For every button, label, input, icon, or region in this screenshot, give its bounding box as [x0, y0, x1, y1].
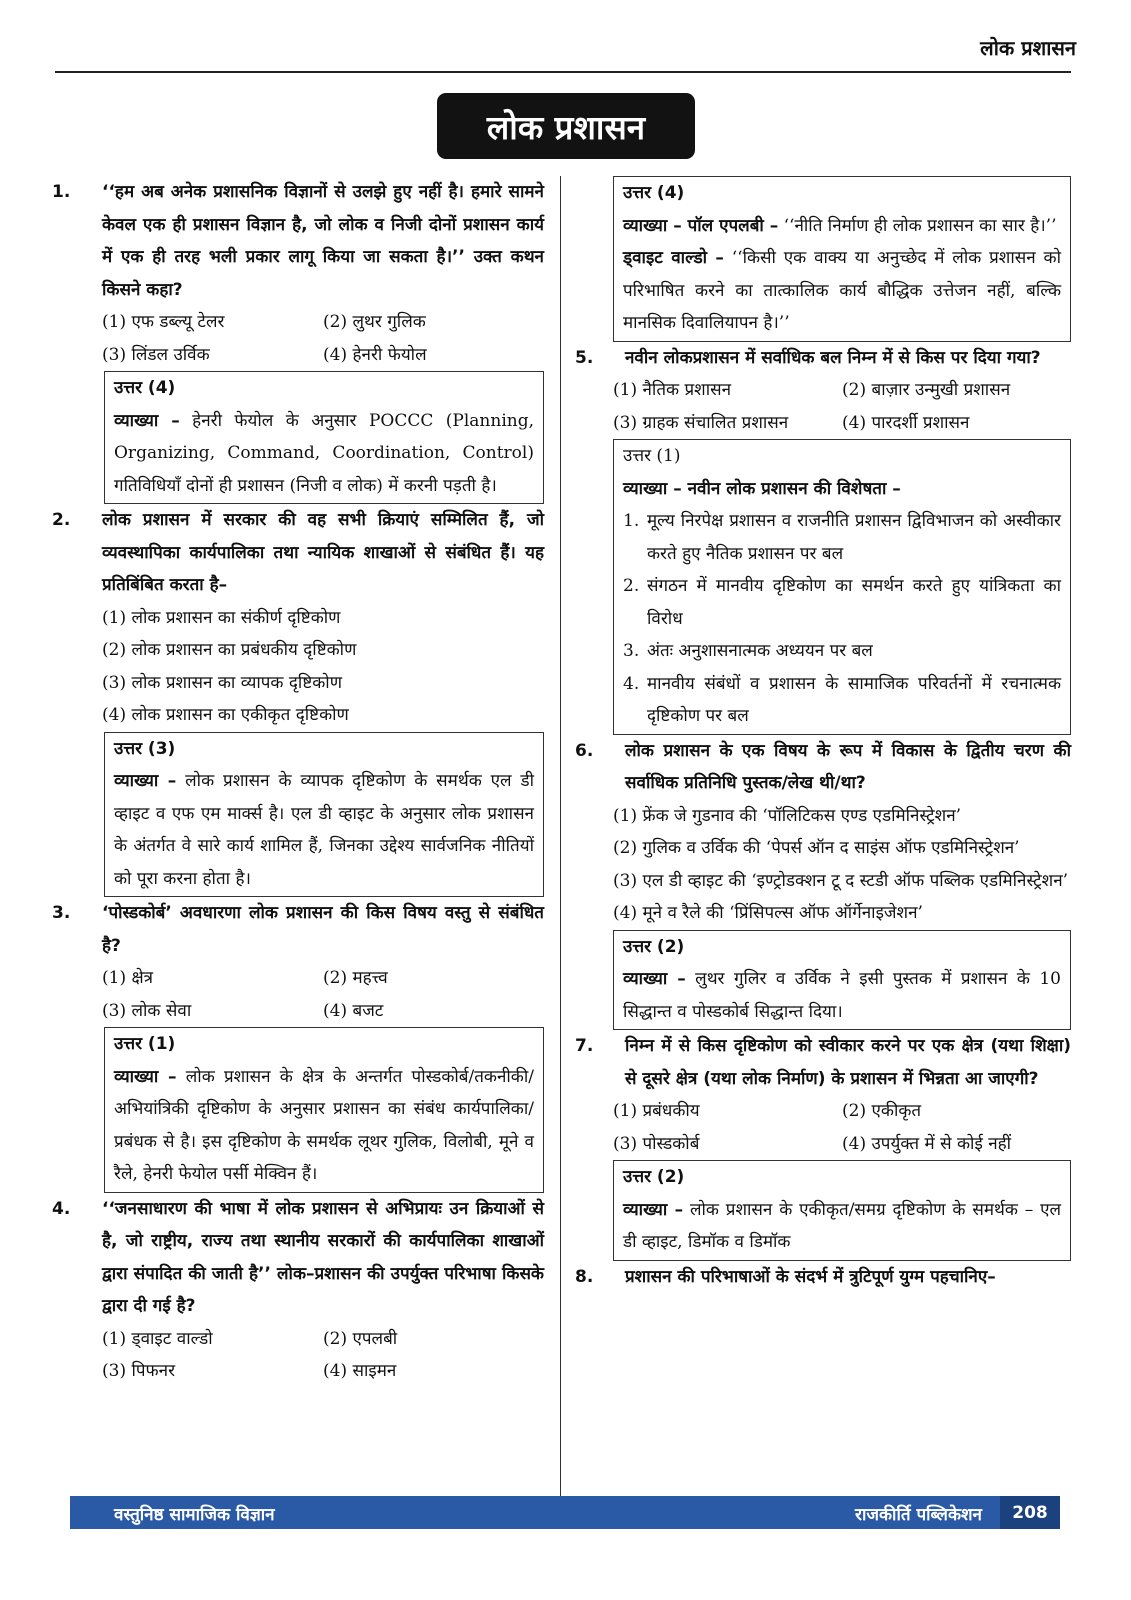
explanation-points [623, 505, 1061, 733]
explanation-label: व्याख्या – पॉल एपलबी – [623, 215, 779, 236]
option: (3) पोस्डकोर्ब [613, 1133, 700, 1154]
question-7 [575, 1030, 1071, 1261]
question-number: 6. [575, 740, 594, 761]
explanation-label: व्याख्या – नवीन लोक प्रशासन की विशेषता – [623, 478, 901, 499]
explanation-text: ‘‘नीति निर्माण ही लोक प्रशासन का सार है।’’ [783, 215, 1057, 236]
column-divider [560, 176, 561, 1521]
question-6 [575, 735, 1071, 1031]
question-text: नवीन लोकप्रशासन में सर्वाधिक बल निम्न में से किस पर दिया गया? [625, 347, 1041, 368]
option: (1) एफ डब्ल्यू टेलर [102, 312, 225, 332]
footer-book-title: वस्तुनिष्ठ सामाजिक विज्ञान [114, 1505, 275, 1525]
option: (3) ग्राहक संचालित प्रशासन [613, 412, 789, 433]
question-text: ‘‘जनसाधारण की भाषा में लोक प्रशासन से अभिप्रायः उन क्रियाओं से है, जो राष्ट्रीय, राज्य तथा स्थानीय सरकारों की कार्यपालिका शाखाओं द्वारा संपादित की जाती है’’ लोक–प्रशासन की उपर्युक्त परिभाषा किसके द्वारा दी गई है? [102, 1198, 544, 1316]
option: (2) महत्त्व [323, 968, 388, 988]
option: (2) लोक प्रशासन का प्रबंधकीय दृष्टिकोण [102, 640, 357, 660]
explanation-point: 4. मानवीय संबंधों व प्रशासन के सामाजिक परिवर्तनों में रचनात्मक दृष्टिकोण पर बल [623, 673, 1061, 726]
options [102, 1323, 544, 1388]
option: (1) ड्वाइट वाल्डो [102, 1328, 213, 1349]
header-rule [55, 71, 1071, 73]
option: (1) फ्रेंक जे गुडनाव की ‘पॉलिटिकस एण्ड एडमिनिस्ट्रेशन’ [613, 805, 962, 826]
question-number: 1. [52, 182, 71, 202]
option: (2) बाज़ार उन्मुखी प्रशासन [842, 380, 1011, 400]
explanation-point: 3. अंतः अनुशासनात्मक अध्ययन पर बल [623, 641, 873, 661]
left-column [52, 176, 544, 1388]
explanation-text: लोक प्रशासन के एकीकृत/समग्र दृष्टिकोण के समर्थक – एल डी व्हाइट, डिमॉक व डिमॉक [623, 1199, 1061, 1252]
running-header: लोक प्रशासन [980, 36, 1076, 60]
question-text: निम्न में से किस दृष्टिकोण को स्वीकार करने पर एक क्षेत्र (यथा शिक्षा) से दूसरे क्षेत्र (यथा लोक निर्माण) के प्रशासन में भिन्नता आ जाएगी? [625, 1036, 1071, 1089]
option: (1) नैतिक प्रशासन [613, 380, 732, 400]
question-text: प्रशासन की परिभाषाओं के संदर्भ में त्रुटिपूर्ण युग्म पहचानिए– [625, 1266, 996, 1287]
option: (4) साइमन [323, 1361, 397, 1381]
explanation-label: व्याख्या – [114, 1066, 177, 1087]
question-2 [52, 504, 544, 897]
option: (2) लुथर गुलिक [323, 312, 426, 332]
option: (3) लोक सेवा [102, 1000, 192, 1021]
right-column [575, 176, 1071, 1293]
options [613, 374, 1071, 439]
answer-box [104, 1027, 544, 1193]
explanation-text: हेनरी फेयोल के अनुसार POCCC (Planning, Organizing, Command, Coordination, Control) गतिविधियाँ दोनों ही प्रशासन (निजी व लोक) में करनी पड़ती है। [114, 410, 534, 496]
explanation-point: 2. संगठन में मानवीय दृष्टिकोण का समर्थन करते हुए यांत्रिकता का विरोध [623, 576, 1061, 629]
explanation-label: व्याख्या – [114, 771, 177, 791]
question-4 [52, 1193, 544, 1388]
options [102, 962, 544, 1027]
chapter-title [437, 93, 695, 159]
question-text: लोक प्रशासन के एक विषय के रूप में विकास के द्वितीय चरण की सर्वाधिक प्रतिनिधि पुस्तक/लेख थी/था? [625, 740, 1071, 793]
answer-key: उत्तर (1) [623, 446, 681, 466]
answer-box [104, 732, 544, 898]
explanation-point: 1. मूल्य निरपेक्ष प्रशासन व राजनीति प्रशासन द्विविभाजन को अस्वीकार करते हुए नैतिक प्रशासन पर बल [623, 511, 1061, 564]
option: (4) लोक प्रशासन का एकीकृत दृष्टिकोण [102, 705, 349, 725]
option: (4) उपर्युक्त में से कोई नहीं [842, 1133, 1012, 1154]
answer-key: उत्तर (3) [114, 738, 176, 759]
answer-box-q4 [613, 176, 1071, 342]
option: (3) लोक प्रशासन का व्यापक दृष्टिकोण [102, 672, 343, 693]
question-5 [575, 342, 1071, 735]
option: (2) एकीकृत [842, 1101, 922, 1121]
question-8 [575, 1261, 1071, 1294]
option: (1) लोक प्रशासन का संकीर्ण दृष्टिकोण [102, 607, 341, 628]
answer-key: उत्तर (4) [623, 183, 685, 203]
answer-key: उत्तर (2) [623, 1167, 685, 1187]
explanation-label: व्याख्या – [114, 410, 180, 431]
question-text: लोक प्रशासन में सरकार की वह सभी क्रियाएं सम्मिलित हैं, जो व्यवस्थापिका कार्यपालिका तथा न्यायिक शाखाओं से संबंधित हैं। यह प्रतिबिंबित करता है– [102, 510, 544, 595]
option: (3) एल डी व्हाइट की ‘इण्ट्रोडक्शन टू द स्टडी ऑफ पब्लिक एडमिनिस्ट्रेशन’ [613, 870, 1069, 891]
explanation-label: व्याख्या – [623, 969, 686, 989]
option: (4) मूने व रैले की ‘प्रिंसिपल्स ऑफ ऑर्गेनाइजेशन’ [613, 903, 923, 923]
answer-box [613, 1160, 1071, 1261]
explanation-text: ‘‘किसी एक वाक्य या अनुच्छेद में लोक प्रशासन को परिभाषित करने का तात्कालिक कार्य बौद्धिक उत्तेजन नहीं, बल्कि मानसिक दिवालियापन है।’’ [623, 248, 1061, 333]
answer-box [613, 439, 1071, 735]
answer-key: उत्तर (2) [623, 936, 685, 957]
options [613, 1095, 1071, 1160]
question-number: 2. [52, 510, 71, 530]
answer-key: उत्तर (4) [114, 378, 176, 398]
option: (2) एपलबी [323, 1328, 398, 1349]
page-number: 208 [1000, 1496, 1060, 1529]
question-text: ‘‘हम अब अनेक प्रशासनिक विज्ञानों से उलझे हुए नहीं है। हमारे सामने केवल एक ही प्रशासन विज्ञान है, जो लोक व निजी दोनों प्रशासन कार्य में एक ही तरह भली प्रकार लागू किया जा सकता है।’’ उक्त कथन किसने कहा? [102, 182, 544, 300]
options [102, 306, 544, 371]
question-number: 3. [52, 903, 71, 923]
answer-key: उत्तर (1) [114, 1034, 176, 1054]
footer-bar [70, 1496, 1060, 1529]
option: (4) हेनरी फेयोल [323, 344, 427, 365]
option: (1) क्षेत्र [102, 968, 154, 988]
explanation-text: लोक प्रशासन के क्षेत्र के अन्तर्गत पोस्डकोर्ब/तकनीकी/अभियांत्रिकी दृष्टिकोण के अनुसार प्रशासन का संबंध कार्यपालिका/प्रबंधक से है। इस दृष्टिकोण के समर्थक लूथर गुलिक, विलोबी, मूने व रैले, हेनरी फेयोल पर्सी मेक्विन हैं। [114, 1066, 534, 1184]
options [613, 800, 1071, 930]
question-number: 4. [52, 1198, 71, 1219]
question-number: 7. [575, 1036, 594, 1056]
explanation-text: लोक प्रशासन के व्यापक दृष्टिकोण के समर्थक एल डी व्हाइट व एफ एम मार्क्स है। एल डी व्हाइट के अनुसार लोक प्रशासन के अंतर्गत वे सारे कार्य शामिल हैं, जिनका उद्देश्य सार्वजनिक नीतियों को पूरा करना होता है। [114, 771, 534, 889]
option: (4) बजट [323, 1000, 384, 1021]
question-text: ‘पोस्डकोर्ब’ अवधारणा लोक प्रशासन की किस विषय वस्तु से संबंधित है? [102, 903, 544, 956]
answer-box [104, 371, 544, 504]
question-number: 8. [575, 1266, 594, 1287]
chapter-title-text: लोक प्रशासन [486, 107, 646, 147]
option: (1) प्रबंधकीय [613, 1101, 700, 1121]
option: (4) पारदर्शी प्रशासन [842, 412, 970, 433]
option: (2) गुलिक व उर्विक की ‘पेपर्स ऑन द साइंस ऑफ एडमिनिस्ट्रेशन’ [613, 838, 1020, 858]
question-number: 5. [575, 347, 594, 368]
footer-publisher: राजकीर्ति पब्लिकेशन [855, 1505, 982, 1525]
explanation-text: लुथर गुलिर व उर्विक ने इसी पुस्तक में प्रशासन के 10 सिद्धान्त व पोस्डकोर्ब सिद्धान्त दिया। [623, 969, 1062, 1022]
option: (3) लिंडल उर्विक [102, 344, 210, 365]
explanation-label: ड्वाइट वाल्डो – [623, 248, 724, 268]
question-1 [52, 176, 544, 504]
question-3 [52, 897, 544, 1193]
answer-box [613, 930, 1071, 1031]
option: (3) पिफनर [102, 1361, 176, 1381]
options [102, 602, 544, 732]
explanation-label: व्याख्या – [623, 1199, 684, 1220]
